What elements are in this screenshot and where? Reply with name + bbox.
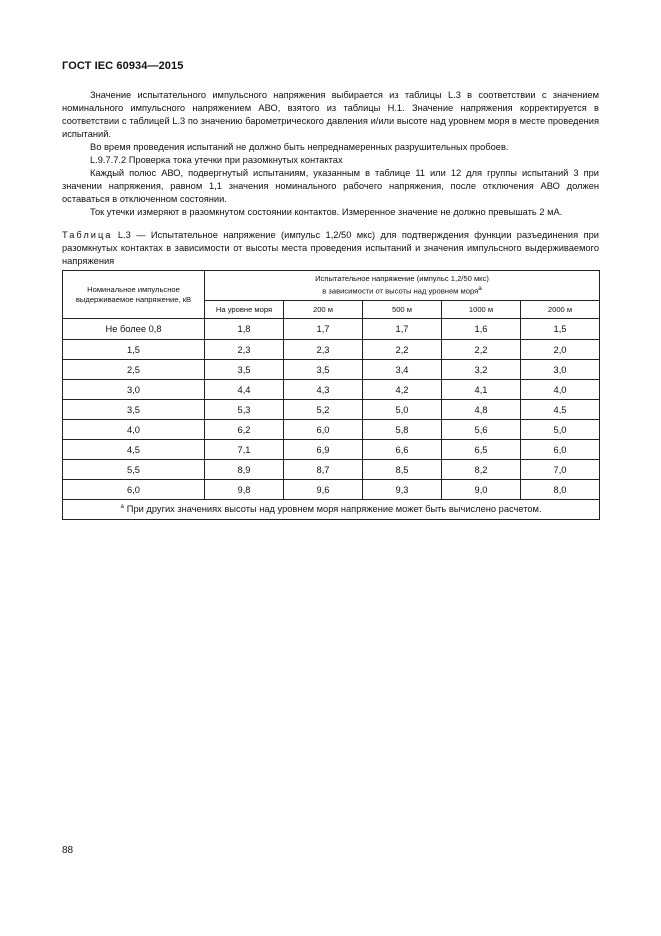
- row-header-cell: Номинальное импульсное выдерживаемое напряжение, кВ: [63, 271, 205, 319]
- table-cell: 2,2: [442, 340, 521, 360]
- table-cell: 5,8: [363, 420, 442, 440]
- table-cell: 4,8: [442, 400, 521, 420]
- table-cell: 8,9: [205, 460, 284, 480]
- table-caption-label: Таблица: [62, 230, 113, 240]
- table-cell: 4,0: [521, 380, 600, 400]
- table-cell: 5,0: [521, 420, 600, 440]
- table-cell: 3,4: [363, 360, 442, 380]
- table-cell: 8,0: [521, 480, 600, 500]
- table-cell: 9,0: [442, 480, 521, 500]
- table-footnote: [63, 500, 600, 520]
- paragraph: Ток утечки измеряют в разомкнутом состоянии контактов. Измеренное значение не должно превышать 2 мА.: [90, 207, 563, 217]
- body-text: [62, 89, 599, 219]
- footnote-text: При других значениях высоты над уровнем моря напряжение может быть вычислено расчетом.: [126, 504, 542, 515]
- table-caption-text: L.3 — Испытательное напряжение (импульс 1,2/50 мкс) для подтверждения функции разъединения при разомкнутых контактах в зависимости от высоты места проведения испытаний и значения импульсного выдерживаемого напряжения: [62, 230, 599, 266]
- table-cell: 2,3: [205, 340, 284, 360]
- group-header-line2: в зависимости от высоты над уровнем моря: [322, 286, 479, 296]
- table-cell: 4,0: [63, 420, 205, 440]
- page-number: 88: [62, 845, 74, 856]
- column-header: На уровне моря: [205, 301, 284, 319]
- table-cell: 6,0: [63, 480, 205, 500]
- table-cell: 3,0: [63, 380, 205, 400]
- table-row: [63, 340, 600, 360]
- table-cell: 1,7: [284, 319, 363, 340]
- table-cell: 2,2: [363, 340, 442, 360]
- table-cell: 6,2: [205, 420, 284, 440]
- table-row: [63, 380, 600, 400]
- table-cell: 6,0: [284, 420, 363, 440]
- table-cell: 8,2: [442, 460, 521, 480]
- table-row: [63, 360, 600, 380]
- table-cell: 3,2: [442, 360, 521, 380]
- table-row: [63, 440, 600, 460]
- column-header: 500 м: [363, 301, 442, 319]
- table-cell: 7,1: [205, 440, 284, 460]
- table-cell: 6,6: [363, 440, 442, 460]
- table-cell: 4,1: [442, 380, 521, 400]
- table-cell: 1,8: [205, 319, 284, 340]
- table-cell: 6,9: [284, 440, 363, 460]
- column-header: 2000 м: [521, 301, 600, 319]
- table-cell: 4,4: [205, 380, 284, 400]
- table-cell: 5,5: [63, 460, 205, 480]
- table-row: [63, 460, 600, 480]
- table-cell: 2,5: [63, 360, 205, 380]
- table-cell: 5,2: [284, 400, 363, 420]
- table-row: [63, 400, 600, 420]
- table-cell: 3,5: [205, 360, 284, 380]
- table-caption: [62, 229, 599, 268]
- table-row: [63, 319, 600, 340]
- table-cell: 6,5: [442, 440, 521, 460]
- table-cell: 8,5: [363, 460, 442, 480]
- table-cell: 5,0: [363, 400, 442, 420]
- column-header: 200 м: [284, 301, 363, 319]
- column-header: 1000 м: [442, 301, 521, 319]
- table-cell: 4,3: [284, 380, 363, 400]
- table-cell: 3,0: [521, 360, 600, 380]
- table-cell: 2,0: [521, 340, 600, 360]
- table-cell: 9,3: [363, 480, 442, 500]
- table-cell: 6,0: [521, 440, 600, 460]
- paragraph: Значение испытательного импульсного напряжения выбирается из таблицы L.3 в соответствии с значением номинального импульсного напряжением АВО, взятого из таблицы Н.1. Значение напряжения корректируется в соответствии с таблицей L.3 по значению барометрического давления и/или высоте над уровнем моря в месте проведения испытаний.: [62, 90, 599, 139]
- table-cell: 8,7: [284, 460, 363, 480]
- table-cell: 2,3: [284, 340, 363, 360]
- footnote-ref-mark: a: [478, 285, 482, 293]
- paragraph: Во время проведения испытаний не должно быть непреднамеренных разрушительных пробоев.: [90, 142, 509, 152]
- table-cell: 4,2: [363, 380, 442, 400]
- paragraph: Каждый полюс АВО, подвергнутый испытаниям, указанным в таблице 11 или 12 для группы испытаний 3 при значении напряжения, равном 1,1 значения номинального рабочего напряжения, после отключения АВО должен оставаться в отключенном состоянии.: [62, 168, 599, 204]
- table-cell: 7,0: [521, 460, 600, 480]
- footnote-mark: a: [120, 504, 124, 511]
- table-cell: 1,5: [521, 319, 600, 340]
- group-header-cell: [205, 271, 600, 301]
- table-cell: 9,6: [284, 480, 363, 500]
- table-cell: 1,7: [363, 319, 442, 340]
- table-cell: 4,5: [63, 440, 205, 460]
- table-cell: Не более 0,8: [63, 319, 205, 340]
- table-row: [63, 480, 600, 500]
- table-cell: 9,8: [205, 480, 284, 500]
- table-cell: 4,5: [521, 400, 600, 420]
- group-header-line1: Испытательное напряжение (импульс 1,2/50 мкс): [315, 274, 489, 284]
- table-cell: 3,5: [284, 360, 363, 380]
- voltage-table: [62, 270, 600, 520]
- footnote-row: [63, 500, 600, 520]
- section-heading: L.9.7.7.2 Проверка тока утечки при разомкнутых контактах: [90, 155, 343, 165]
- table-cell: 1,6: [442, 319, 521, 340]
- table-cell: 1,5: [63, 340, 205, 360]
- table-cell: 5,6: [442, 420, 521, 440]
- document-header: ГОСТ IEC 60934—2015: [62, 60, 184, 72]
- table-cell: 5,3: [205, 400, 284, 420]
- table-cell: 3,5: [63, 400, 205, 420]
- table-row: [63, 420, 600, 440]
